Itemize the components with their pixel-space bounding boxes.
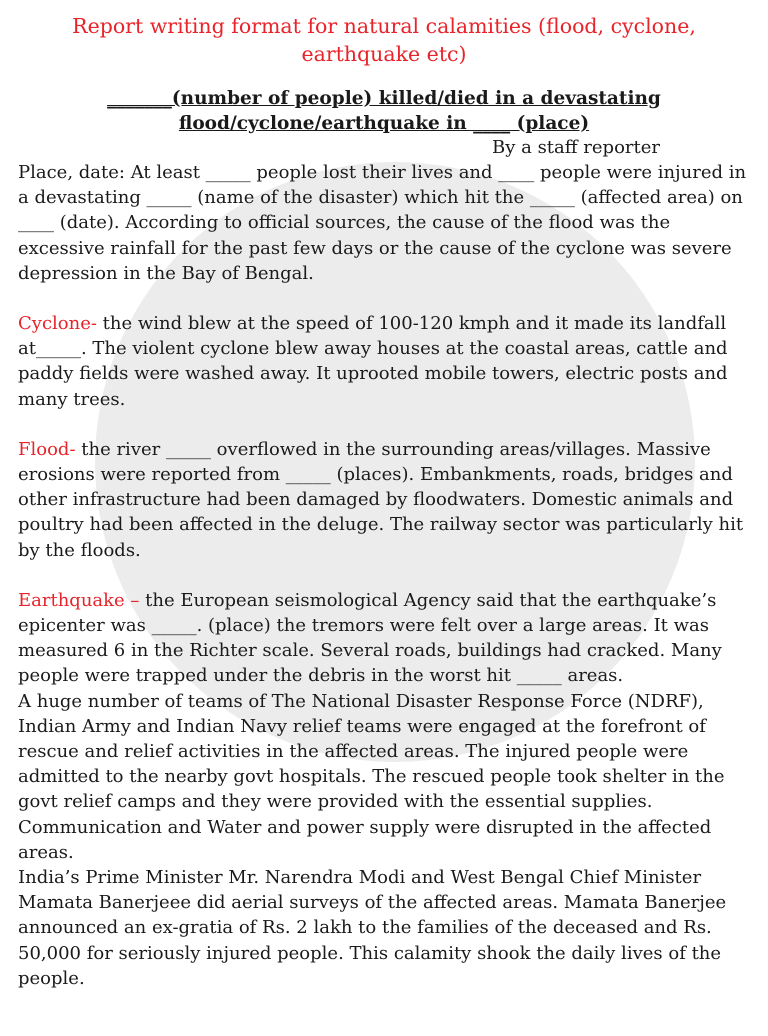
earthquake-text: the European seismological Agency said that the earthquake’s epicenter was _____. (place) the tremors were felt over a large areas. It was measured 6 in the Richter scale. Several roads, buildings had cracked. Many people were trapped under the debris in the worst hit _____ areas.	[18, 589, 722, 687]
cyclone-label: Cyclone-	[18, 313, 97, 335]
report-headline	[18, 86, 750, 136]
earthquake-label: Earthquake –	[18, 589, 140, 611]
cyclone-text: the wind blew at the speed of 100-120 kmph and it made its landfall at_____. The violent cyclone blew away houses at the coastal areas, cattle and paddy fields were washed away. It uprooted mobile towers, electric posts and many trees.	[18, 313, 728, 410]
page-title: Report writing format for natural calamities (flood, cyclone, earthquake etc)	[72, 14, 696, 66]
headline-line-1: _______(number of people) killed/died in a devastating	[107, 88, 661, 109]
flood-paragraph	[18, 437, 750, 563]
closing-paragraph: India’s Prime Minister Mr. Narendra Modi and West Bengal Chief Minister Mamata Banerjeee did aerial surveys of the affected areas. Mamata Banerjee announced an ex-gratia of Rs. 2 lakh to the families of the deceased and Rs. 50,000 for seriously injured people. This calamity shook the daily lives of the people.	[18, 867, 727, 989]
byline: By a staff reporter	[492, 137, 660, 158]
document-page	[0, 12, 768, 991]
cyclone-paragraph	[18, 311, 750, 412]
earthquake-paragraph	[18, 588, 750, 689]
flood-text: the river _____ overflowed in the surrounding areas/villages. Massive erosions were reported from _____ (places). Embankments, roads, bridges and other infrastructure had been damaged by floodwaters. Domestic animals and poultry had been affected in the deluge. The railway sector was particularly hit by the floods.	[18, 438, 744, 561]
flood-label: Flood-	[18, 438, 76, 460]
headline-line-2: flood/cyclone/earthquake in ____ (place)	[178, 113, 590, 134]
relief-paragraph: A huge number of teams of The National Disaster Response Force (NDRF), Indian Army and Indian Navy relief teams were engaged at the forefront of rescue and relief activities in the affected areas. The injured people were admitted to the nearby govt hospitals. The rescued people took shelter in the govt relief camps and they were provided with the essential supplies. Communication and Water and power supply were disrupted in the affected areas.	[18, 690, 725, 863]
intro-paragraph: Place, date: At least _____ people lost their lives and ____ people were injured in a devastating _____ (name of the disaster) which hit the _____ (affected area) on ____ (date). According to official sources, the cause of the flood was the excessive rainfall for the past few days or the cause of the cyclone was severe depression in the Bay of Bengal.	[18, 162, 747, 284]
